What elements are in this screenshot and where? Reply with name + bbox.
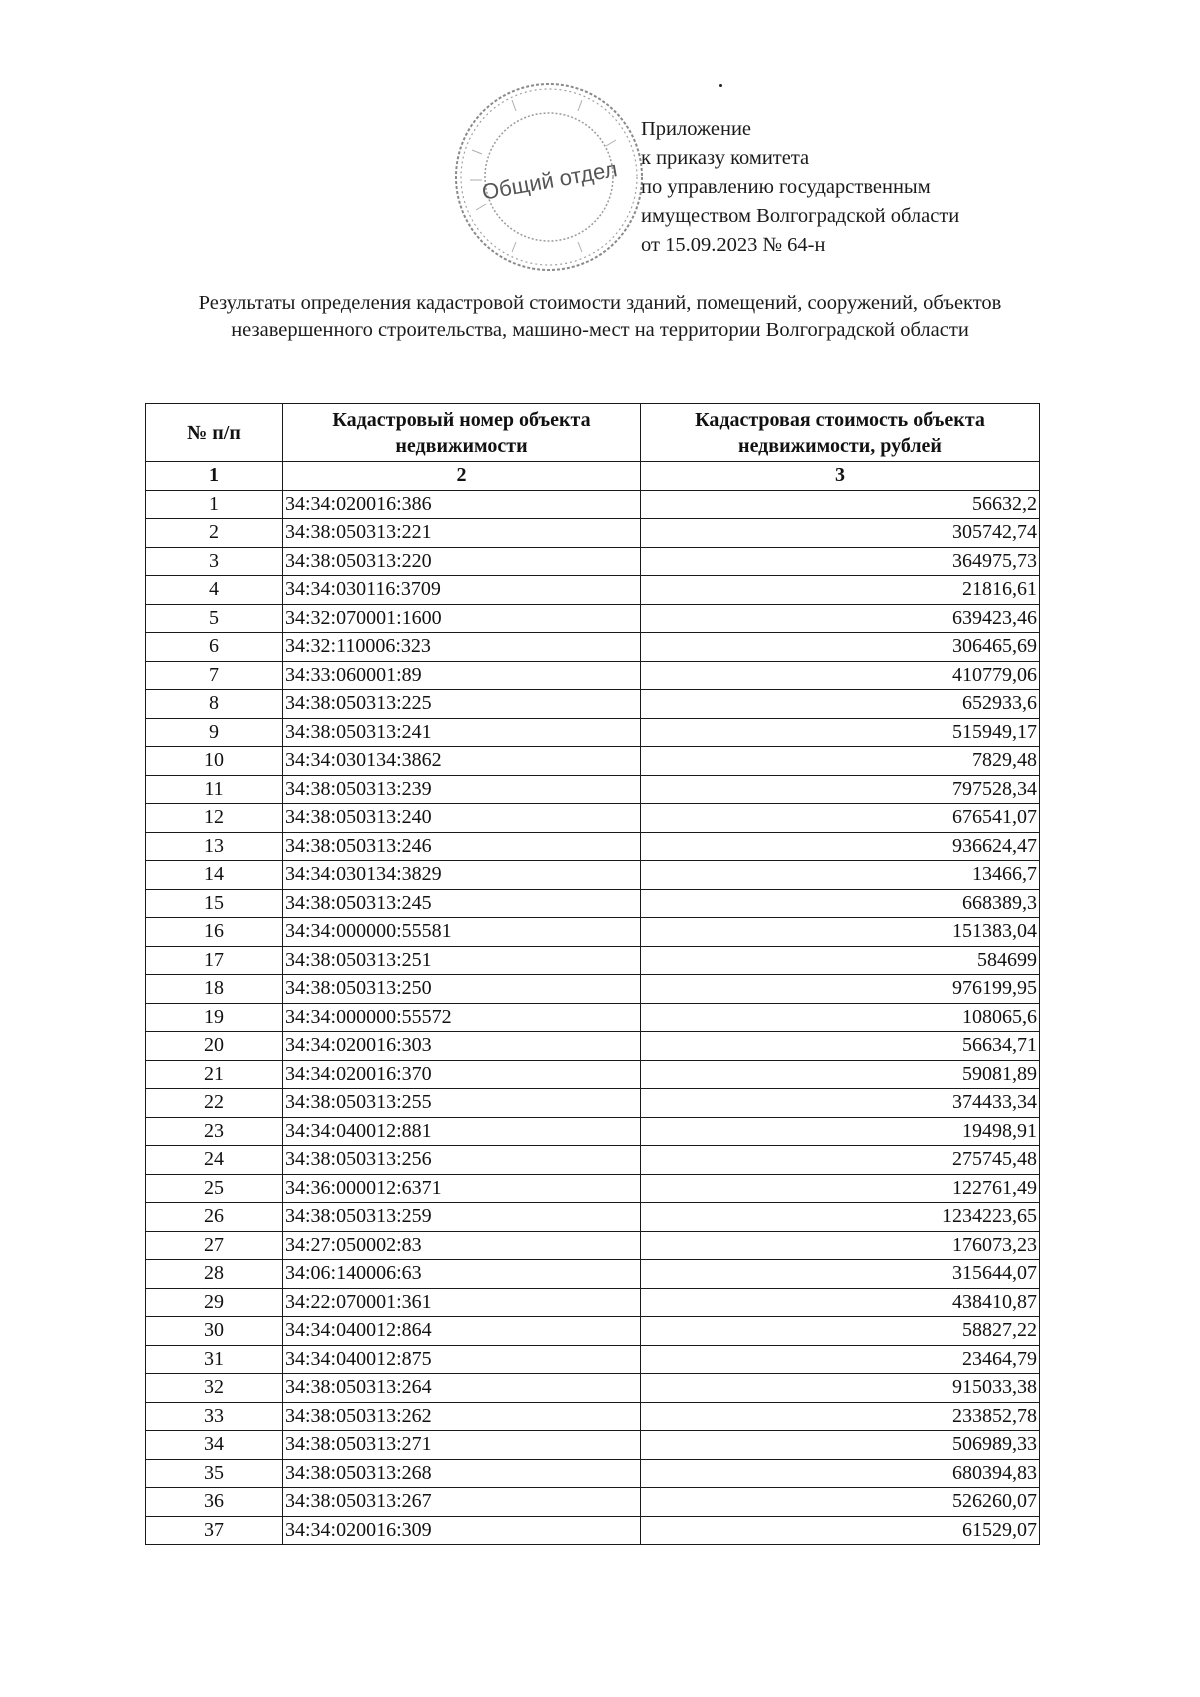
cadastral-number: 34:38:050313:250 [283, 975, 641, 1004]
table-row [146, 490, 1040, 519]
cadastral-value: 19498,91 [641, 1117, 1040, 1146]
table-row [146, 1431, 1040, 1460]
cadastral-number: 34:38:050313:221 [283, 519, 641, 548]
row-index: 36 [146, 1488, 283, 1517]
table-row [146, 690, 1040, 719]
cadastral-number: 34:32:110006:323 [283, 633, 641, 662]
table-header-row [146, 404, 1040, 462]
cadastral-value: 56634,71 [641, 1032, 1040, 1061]
cadastral-number: 34:38:050313:251 [283, 946, 641, 975]
row-index: 14 [146, 861, 283, 890]
cadastral-number: 34:34:000000:55572 [283, 1003, 641, 1032]
header-cadastral-number: Кадастровый номер объекта недвижимости [283, 404, 641, 462]
table-row [146, 1060, 1040, 1089]
row-index: 31 [146, 1345, 283, 1374]
cadastral-value: 668389,3 [641, 889, 1040, 918]
cadastral-value: 233852,78 [641, 1402, 1040, 1431]
cadastral-value: 305742,74 [641, 519, 1040, 548]
cadastral-number: 34:32:070001:1600 [283, 604, 641, 633]
table-row [146, 946, 1040, 975]
table-row [146, 718, 1040, 747]
table-row [146, 633, 1040, 662]
appendix-block [641, 115, 959, 260]
cadastral-value: 584699 [641, 946, 1040, 975]
row-index: 19 [146, 1003, 283, 1032]
cadastral-number: 34:22:070001:361 [283, 1288, 641, 1317]
table-row [146, 861, 1040, 890]
column-number: 2 [283, 462, 641, 491]
cadastral-number: 34:38:050313:225 [283, 690, 641, 719]
appendix-line: к приказу комитета [641, 147, 810, 169]
appendix-line: от 15.09.2023 № 64-н [641, 234, 826, 256]
row-index: 28 [146, 1260, 283, 1289]
table-row [146, 1174, 1040, 1203]
appendix-line: по управлению государственным [641, 176, 931, 198]
row-index: 7 [146, 661, 283, 690]
table-row [146, 747, 1040, 776]
cadastral-value: 364975,73 [641, 547, 1040, 576]
row-index: 34 [146, 1431, 283, 1460]
cadastral-number: 34:38:050313:255 [283, 1089, 641, 1118]
row-index: 16 [146, 918, 283, 947]
row-index: 21 [146, 1060, 283, 1089]
cadastral-number: 34:06:140006:63 [283, 1260, 641, 1289]
row-index: 25 [146, 1174, 283, 1203]
row-index: 12 [146, 804, 283, 833]
cadastral-value: 410779,06 [641, 661, 1040, 690]
table-row [146, 1488, 1040, 1517]
cadastral-value: 13466,7 [641, 861, 1040, 890]
header-index: № п/п [146, 404, 283, 462]
column-number: 3 [641, 462, 1040, 491]
cadastral-number: 34:34:030134:3862 [283, 747, 641, 776]
appendix-line: имуществом Волгоградской области [641, 205, 960, 227]
table-row [146, 1402, 1040, 1431]
table-row [146, 918, 1040, 947]
row-index: 22 [146, 1089, 283, 1118]
table-row [146, 1117, 1040, 1146]
row-index: 11 [146, 775, 283, 804]
cadastral-value: 61529,07 [641, 1516, 1040, 1545]
cadastral-number: 34:38:050313:267 [283, 1488, 641, 1517]
table-row [146, 1032, 1040, 1061]
cadastral-number: 34:38:050313:264 [283, 1374, 641, 1403]
cadastral-value: 652933,6 [641, 690, 1040, 719]
cadastral-number: 34:34:030116:3709 [283, 576, 641, 605]
table-row [146, 1345, 1040, 1374]
cadastral-value: 1234223,65 [641, 1203, 1040, 1232]
row-index: 15 [146, 889, 283, 918]
table-row [146, 1260, 1040, 1289]
row-index: 2 [146, 519, 283, 548]
cadastral-number: 34:36:000012:6371 [283, 1174, 641, 1203]
table-row [146, 775, 1040, 804]
cadastral-value: 108065,6 [641, 1003, 1040, 1032]
cadastral-value: 506989,33 [641, 1431, 1040, 1460]
cadastral-value: 122761,49 [641, 1174, 1040, 1203]
row-index: 33 [146, 1402, 283, 1431]
column-number-row [146, 462, 1040, 491]
cadastral-value-table [145, 403, 1040, 1545]
row-index: 9 [146, 718, 283, 747]
table-row [146, 889, 1040, 918]
cadastral-number: 34:38:050313:245 [283, 889, 641, 918]
cadastral-value: 23464,79 [641, 1345, 1040, 1374]
cadastral-value: 797528,34 [641, 775, 1040, 804]
cadastral-number: 34:27:050002:83 [283, 1231, 641, 1260]
row-index: 3 [146, 547, 283, 576]
cadastral-value: 275745,48 [641, 1146, 1040, 1175]
cadastral-value: 438410,87 [641, 1288, 1040, 1317]
cadastral-value: 515949,17 [641, 718, 1040, 747]
cadastral-number: 34:34:040012:881 [283, 1117, 641, 1146]
row-index: 35 [146, 1459, 283, 1488]
row-index: 29 [146, 1288, 283, 1317]
table-row [146, 1089, 1040, 1118]
table-row [146, 804, 1040, 833]
cadastral-value: 176073,23 [641, 1231, 1040, 1260]
cadastral-value: 315644,07 [641, 1260, 1040, 1289]
row-index: 6 [146, 633, 283, 662]
table-row [146, 1288, 1040, 1317]
table-row [146, 832, 1040, 861]
cadastral-value: 59081,89 [641, 1060, 1040, 1089]
row-index: 30 [146, 1317, 283, 1346]
row-index: 27 [146, 1231, 283, 1260]
cadastral-value: 306465,69 [641, 633, 1040, 662]
cadastral-number: 34:33:060001:89 [283, 661, 641, 690]
table-row [146, 1146, 1040, 1175]
table-row [146, 1374, 1040, 1403]
cadastral-value: 676541,07 [641, 804, 1040, 833]
cadastral-value: 56632,2 [641, 490, 1040, 519]
cadastral-number: 34:38:050313:239 [283, 775, 641, 804]
row-index: 24 [146, 1146, 283, 1175]
cadastral-number: 34:38:050313:256 [283, 1146, 641, 1175]
table-row [146, 604, 1040, 633]
row-index: 20 [146, 1032, 283, 1061]
appendix-line: Приложение [641, 118, 752, 140]
table-row [146, 519, 1040, 548]
table-body [146, 490, 1040, 1545]
row-index: 23 [146, 1117, 283, 1146]
cadastral-number: 34:38:050313:259 [283, 1203, 641, 1232]
cadastral-value: 21816,61 [641, 576, 1040, 605]
cadastral-number: 34:38:050313:241 [283, 718, 641, 747]
cadastral-number: 34:38:050313:240 [283, 804, 641, 833]
table-row [146, 1231, 1040, 1260]
row-index: 26 [146, 1203, 283, 1232]
cadastral-value: 7829,48 [641, 747, 1040, 776]
cadastral-number: 34:34:020016:309 [283, 1516, 641, 1545]
cadastral-number: 34:34:030134:3829 [283, 861, 641, 890]
row-index: 1 [146, 490, 283, 519]
cadastral-value: 639423,46 [641, 604, 1040, 633]
table-row [146, 1203, 1040, 1232]
cadastral-number: 34:34:000000:55581 [283, 918, 641, 947]
cadastral-value: 936624,47 [641, 832, 1040, 861]
cadastral-number: 34:34:040012:864 [283, 1317, 641, 1346]
table-row [146, 547, 1040, 576]
cadastral-number: 34:38:050313:268 [283, 1459, 641, 1488]
cadastral-number: 34:34:020016:370 [283, 1060, 641, 1089]
table-row [146, 1516, 1040, 1545]
row-index: 37 [146, 1516, 283, 1545]
document-title: Результаты определения кадастровой стоимости зданий, помещений, сооружений, объектов незавершенного строительства, машино-мест на территории Волгоградской области [198, 292, 1002, 341]
table-row [146, 1459, 1040, 1488]
department-stamp [452, 80, 646, 274]
row-index: 4 [146, 576, 283, 605]
cadastral-value: 680394,83 [641, 1459, 1040, 1488]
cadastral-number: 34:38:050313:246 [283, 832, 641, 861]
header-cadastral-value: Кадастровая стоимость объекта недвижимости, рублей [641, 404, 1040, 462]
cadastral-number: 34:34:020016:303 [283, 1032, 641, 1061]
scan-speck [719, 84, 722, 87]
cadastral-number: 34:34:040012:875 [283, 1345, 641, 1374]
row-index: 13 [146, 832, 283, 861]
cadastral-number: 34:38:050313:220 [283, 547, 641, 576]
row-index: 17 [146, 946, 283, 975]
cadastral-value: 374433,34 [641, 1089, 1040, 1118]
table-row [146, 1317, 1040, 1346]
cadastral-value: 526260,07 [641, 1488, 1040, 1517]
cadastral-number: 34:38:050313:262 [283, 1402, 641, 1431]
row-index: 8 [146, 690, 283, 719]
cadastral-value: 58827,22 [641, 1317, 1040, 1346]
column-number: 1 [146, 462, 283, 491]
table-row [146, 661, 1040, 690]
row-index: 5 [146, 604, 283, 633]
table-row [146, 975, 1040, 1004]
row-index: 10 [146, 747, 283, 776]
cadastral-value: 151383,04 [641, 918, 1040, 947]
stamp-label: Общий отдел [480, 156, 620, 205]
table-row [146, 576, 1040, 605]
cadastral-value: 976199,95 [641, 975, 1040, 1004]
cadastral-number: 34:38:050313:271 [283, 1431, 641, 1460]
row-index: 18 [146, 975, 283, 1004]
cadastral-value: 915033,38 [641, 1374, 1040, 1403]
table-row [146, 1003, 1040, 1032]
stamp-seal-graphic [452, 80, 646, 274]
cadastral-number: 34:34:020016:386 [283, 490, 641, 519]
row-index: 32 [146, 1374, 283, 1403]
